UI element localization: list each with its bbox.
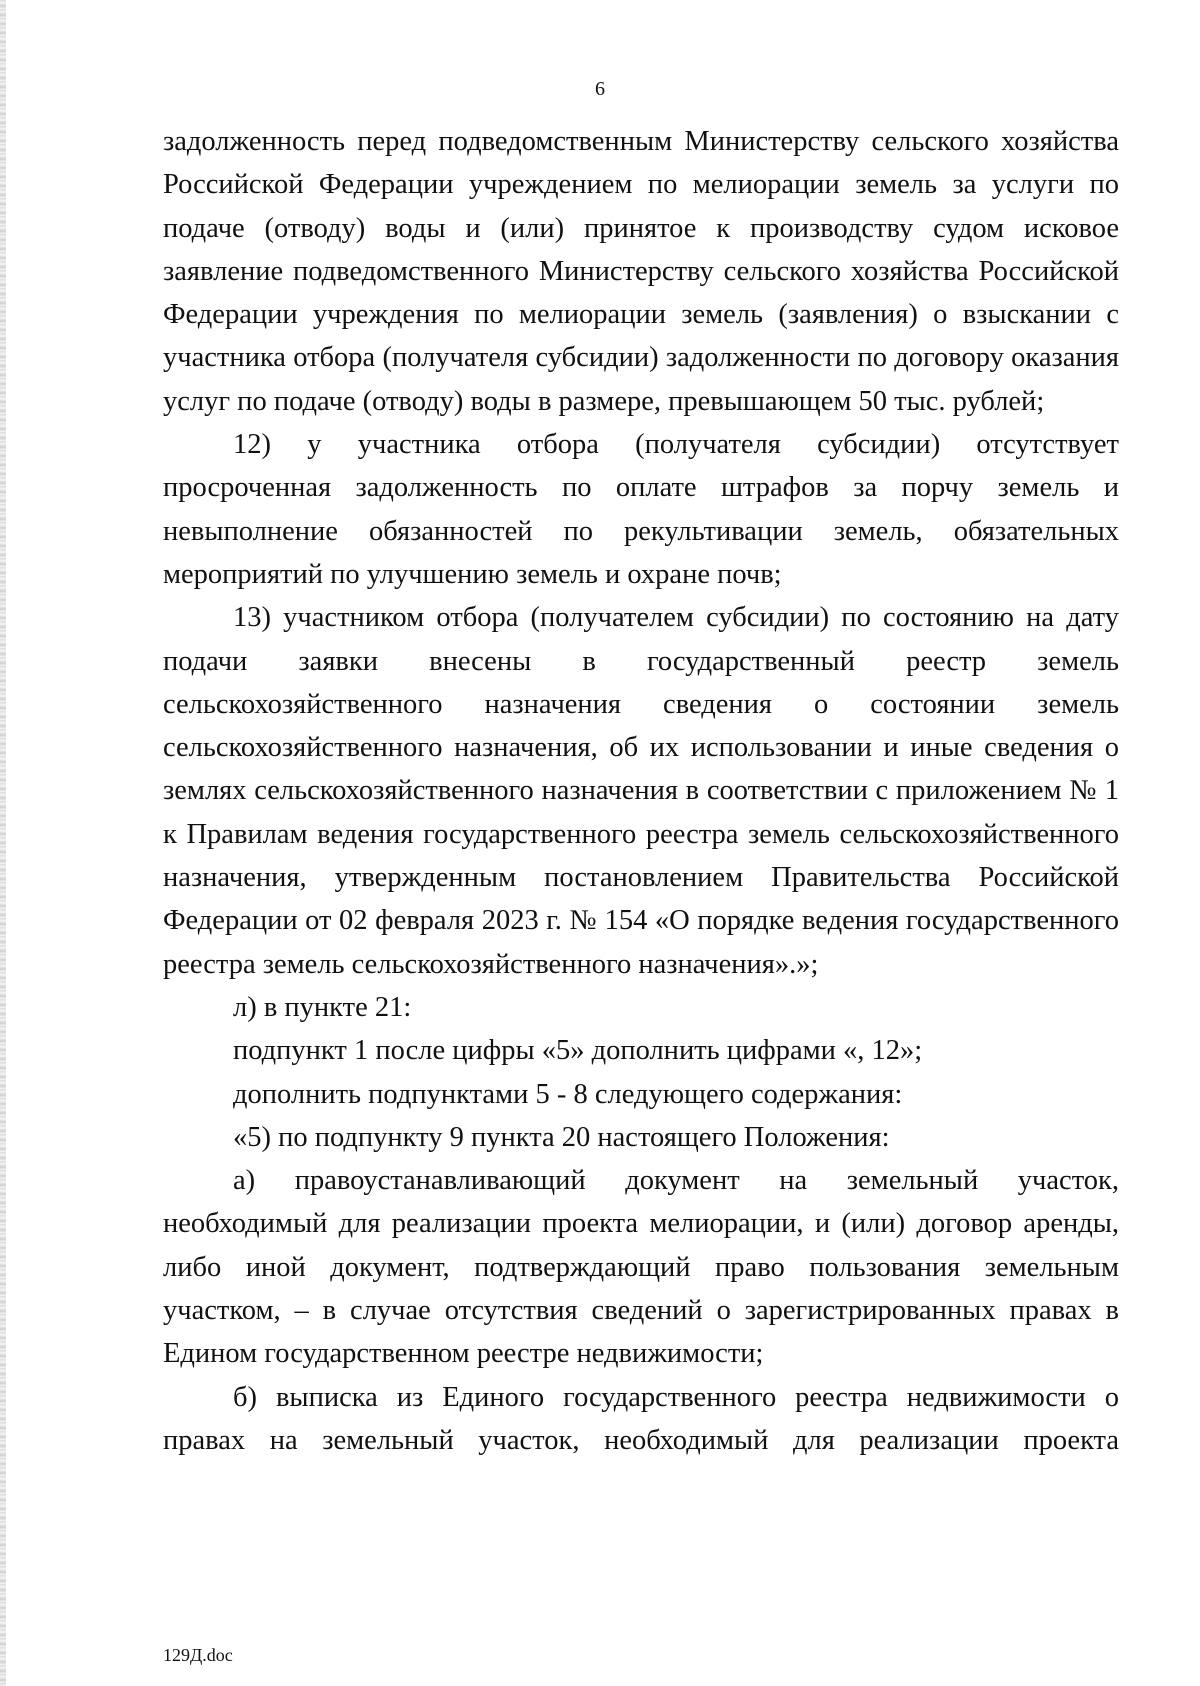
- scan-edge: [0, 0, 6, 1686]
- paragraph-add-subpoints: дополнить подпунктами 5 - 8 следующего содержания:: [233, 1078, 903, 1110]
- footer-filename: 129Д.doc: [163, 1645, 233, 1665]
- paragraph-point-l: л) в пункте 21:: [233, 991, 412, 1023]
- document-body: [163, 120, 1119, 1462]
- paragraph-item-a: а) правоустанавливающий документ на земельный участок, необходимый для реализации проекта мелиорации, и (или) договор аренды, либо иной документ, подтверждающий право пользования земельным участком, – в случае отсутствия сведений о зарегистрированных правах в Едином государственном реестре недвижимости;: [163, 1165, 1119, 1370]
- paragraph-item-13: 13) участником отбора (получателем субсидии) по состоянию на дату подачи заявки внесены в государственный реестр земель сельскохозяйственного назначения сведения о состоянии земель сельскохозяйственного назначения, об их использовании и иные сведения о землях сельскохозяйственного назначения в соответствии с приложением № 1 к Правилам ведения государственного реестра земель сельскохозяйственного назначения, утвержденным постановлением Правительства Российской Федерации от 02 февраля 2023 г. № 154 «О порядке ведения государственного реестра земель сельскохозяйственного назначения».»;: [163, 602, 1119, 980]
- paragraph-item-b: б) выписка из Единого государственного реестра недвижимости о правах на земельный участок, необходимый для реализации проекта: [163, 1381, 1119, 1456]
- paragraph-subpoint-5: «5) по подпункту 9 пункта 20 настоящего Положения:: [233, 1121, 890, 1153]
- paragraph-item-12: 12) у участника отбора (получателя субсидии) отсутствует просроченная задолженность по оплате штрафов за порчу земель и невыполнение обязанностей по рекультивации земель, обязательных мероприятий по улучшению земель и охране почв;: [163, 429, 1119, 590]
- page-number: 6: [595, 78, 605, 100]
- paragraph-subpoint-1: подпункт 1 после цифры «5» дополнить цифрами «, 12»;: [233, 1035, 923, 1067]
- paragraph-debt-continuation: задолженность перед подведомственным Министерству сельского хозяйства Российской Федерации учреждением по мелиорации земель за услуги по подаче (отводу) воды и (или) принятое к производству судом исковое заявление подведомственного Министерству сельского хозяйства Российской Федерации учреждения по мелиорации земель (заявления) о взыскании с участника отбора (получателя субсидии) задолженности по договору оказания услуг по подаче (отводу) воды в размере, превышающем 50 тыс. рублей;: [163, 126, 1119, 417]
